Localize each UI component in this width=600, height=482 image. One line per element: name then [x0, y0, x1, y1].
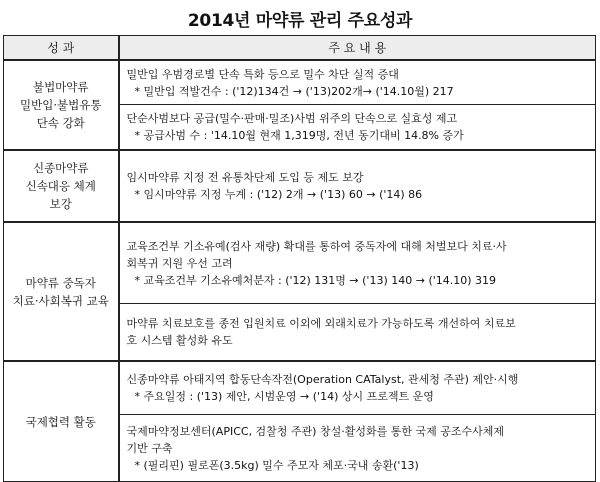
category-line: 국제협력 활동 — [25, 414, 96, 429]
table-row — [4, 222, 596, 304]
content-main-line: 회복귀 지원 우선 고려 — [126, 256, 233, 270]
content-main: 신종마약류 아태지역 합동단속작전(Operation CATalyst, 관세청 주관) 제안·시행 — [126, 373, 519, 386]
category-line: 치료·사회복귀 교육 — [12, 293, 109, 308]
content-sub: * 공급사범 수 : '14.10월 현재 1,319명, 전년 동기대비 14.8% 증가 — [134, 129, 464, 142]
category-line: 밀반입·불법유통 — [20, 98, 102, 112]
category-line: 보강 — [49, 197, 72, 211]
content-sub: * 주요일정 : ('13) 제안, 시범운영 → ('14) 상시 프로젝트 운영 — [134, 390, 434, 403]
page-title: 2014년 마약류 관리 주요성과 — [187, 11, 413, 31]
content-main: 밀반입 우범경로별 단속 특화 등으로 밀수 차단 실적 증대 — [126, 67, 399, 81]
content-main-line: 호 시스템 활성화 유도 — [126, 334, 233, 347]
content-main-line: 교육조건부 기소유예(검사 재량) 확대를 통하여 중독자에 대해 처벌보다 치료·사 — [126, 239, 507, 253]
table-row — [4, 361, 596, 415]
category-cell — [4, 60, 119, 150]
header-category: 성 과 — [4, 36, 119, 61]
content-cell — [119, 361, 596, 415]
content-main: 단순사범보다 공급(밀수·판매·밀조)사범 위주의 단속으로 실효성 제고 — [126, 112, 458, 125]
content-cell — [119, 304, 596, 362]
category-line: 불법마약류 — [32, 80, 89, 94]
table-row — [4, 150, 596, 222]
content-cell — [119, 150, 596, 222]
category-cell — [4, 222, 119, 361]
content-main: 임시마약류 지정 전 유통차단제 도입 등 제도 보강 — [126, 171, 364, 184]
content-cell — [119, 222, 596, 304]
category-line: 단속 강화 — [36, 116, 85, 130]
category-line: 신속대응 체계 — [25, 179, 96, 193]
content-main-line: 국제마약정보센터(APICC, 검찰청 주관) 창설·활성화를 통한 국제 공조수사체제 — [126, 424, 504, 438]
content-sub: * (필리핀) 필로폰(3.5kg) 밀수 주모자 체포·국내 송환('13) — [134, 458, 419, 472]
achievements-table — [3, 35, 596, 482]
content-cell — [119, 415, 596, 482]
content-main-line: 마약류 치료보호를 종전 입원치료 이외에 외래치료가 가능하도록 개선하여 치료보 — [126, 317, 516, 330]
content-sub: * 임시마약류 지정 누계 : ('12) 2개 → ('13) 60 → ('14) 86 — [134, 188, 423, 201]
content-sub: * 밀반입 적발건수 : ('12)134건 → ('13)202개→ ('14.10월) 217 — [134, 84, 454, 98]
category-line: 신종마약류 — [32, 161, 89, 175]
category-cell — [4, 150, 119, 222]
content-cell — [119, 105, 596, 151]
table-header-row — [4, 36, 596, 61]
category-cell — [4, 361, 119, 482]
header-content: 주 요 내 용 — [119, 36, 596, 61]
content-cell — [119, 60, 596, 105]
table-row — [4, 60, 596, 105]
content-sub: * 교육조건부 기소유예처분자 : ('12) 131명 → ('13) 140 → ('14.10) 319 — [134, 273, 497, 287]
category-line: 마약류 중독자 — [25, 275, 96, 290]
content-main-line: 기반 구축 — [126, 441, 173, 455]
